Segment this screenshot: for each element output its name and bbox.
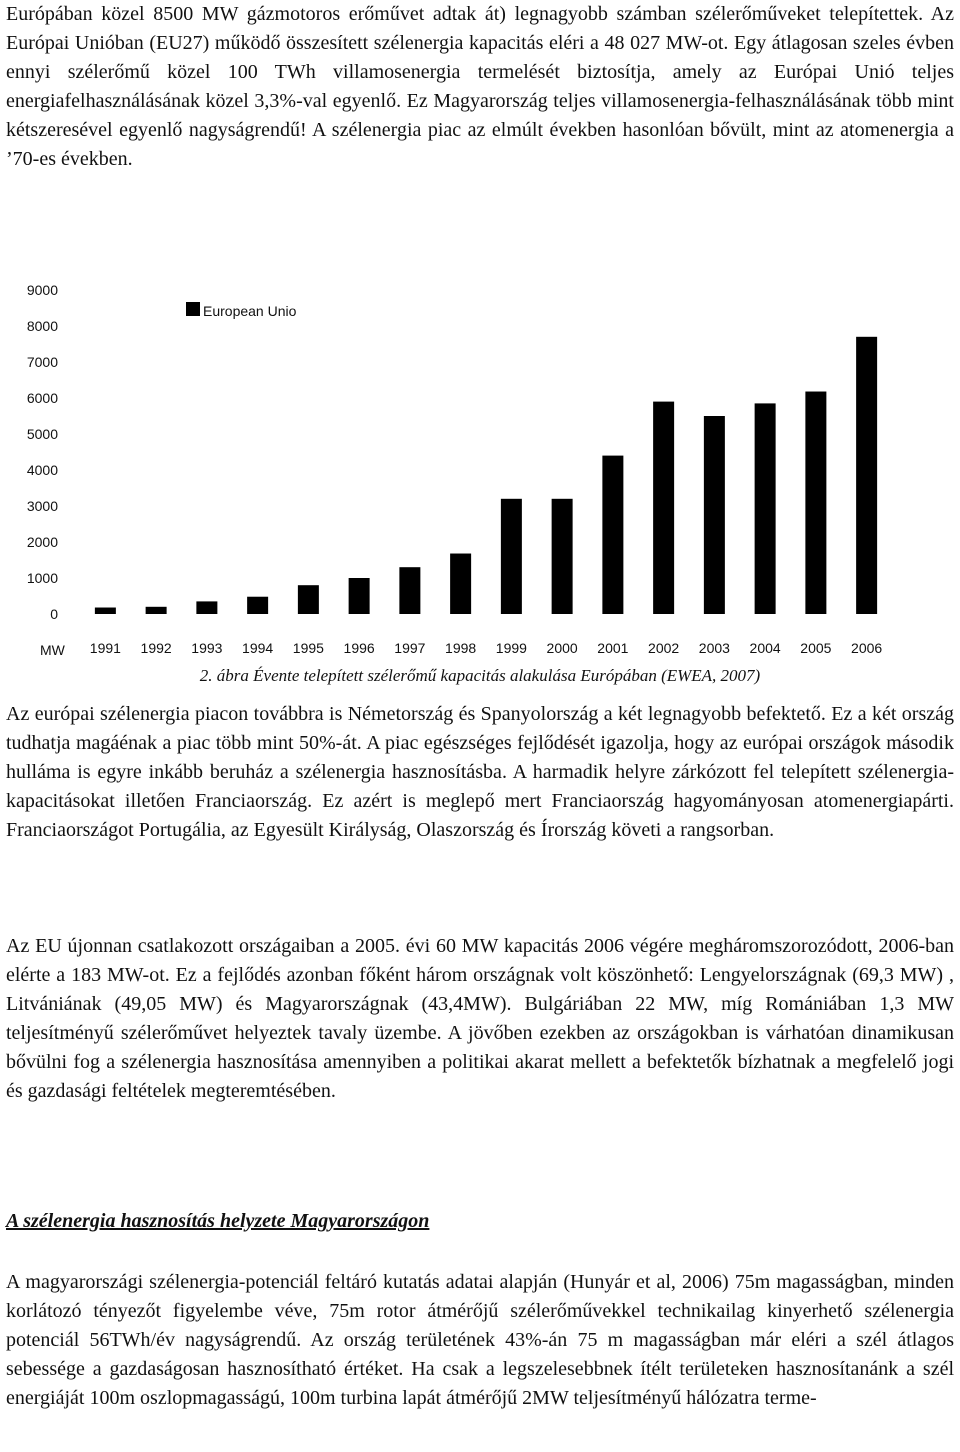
y-tick-label: 2000 — [26, 534, 58, 550]
bar-1997 — [399, 567, 420, 614]
legend-swatch — [186, 302, 200, 316]
bar-2000 — [552, 499, 573, 614]
x-tick-label: 2006 — [851, 640, 883, 656]
bar-2001 — [602, 456, 623, 614]
y-tick-label: 8000 — [26, 318, 58, 334]
x-axis-tick-labels — [90, 640, 883, 656]
x-tick-label: 2005 — [800, 640, 832, 656]
bar-1992 — [146, 607, 167, 614]
section-heading: A szélenergia hasznosítás helyzete Magyarországon — [6, 1210, 430, 1232]
x-tick-label: 2003 — [698, 640, 730, 656]
y-tick-label: 5000 — [26, 426, 58, 442]
y-axis-tick-labels — [27, 282, 58, 622]
bar-1993 — [196, 601, 217, 614]
bar-2002 — [653, 402, 674, 614]
bar-1991 — [95, 608, 116, 614]
bar-1994 — [247, 597, 268, 614]
bar-2004 — [755, 403, 776, 614]
bar-1999 — [501, 499, 522, 614]
x-tick-label: 1996 — [343, 640, 375, 656]
y-tick-label: 9000 — [26, 282, 58, 298]
figure-caption: 2. ábra Évente telepített szélerőmű kapacitás alakulása Európában (EWEA, 2007) — [199, 666, 761, 685]
legend-label: European Unio — [203, 303, 297, 319]
x-tick-label: 2004 — [749, 640, 781, 656]
hungary-potential-paragraph: A magyarországi szélenergia-potenciál feltáró kutatás adatai alapján (Hunyár et al, 2006) 75m magasságban, minden korlátozó tényezőt figyelembe véve, 75m rotor átmérőjű szélerőművekkel technikailag kinyerhető szélenergia potenciál 56TWh/év nagyságrendű. Az ország területének 43%-án 75 m magasságban már eléri a szél átlagos sebessége a gazdaságosan hasznosítható értéket. Ha csak a legszelesebbnek ítélt területeken hasznosítanánk a szél energiáját 100m oszlopmagasságú, 100m turbina lapát átmérőjű 2MW teljesítményű hálózatra terme- — [6, 1271, 954, 1409]
x-tick-label: 1995 — [292, 640, 324, 656]
new-members-paragraph: Az EU újonnan csatlakozott országaiban a 2005. évi 60 MW kapacitás 2006 végére megháromszorozódott, 2006-ban elérte a 183 MW-ot. Ez a fejlődés azonban főként három országnak volt köszönhető: Lengyelországnak (69,3 MW) , Litvániának (49,05 MW) és Magyarországnak (43,4MW). Bulgáriában 22 MW, míg Romániában 1,3 MW teljesítményű szélerőművet helyeztek tavaly üzembe. A jövőben ezekben az országokban is várhatóan dinamikusan bővülni fog a szélenergia hasznosítása amennyiben a politikai akarat mellett a befektetők bízhatnak a megfelelő jogi és gazdasági feltételek megteremtésében. — [6, 935, 954, 1102]
x-tick-label: 1999 — [495, 640, 527, 656]
unit-label: MW — [40, 642, 65, 658]
bar-1998 — [450, 554, 471, 614]
bar-2006 — [856, 337, 877, 614]
y-tick-label: 3000 — [26, 498, 58, 514]
x-tick-label: 2001 — [597, 640, 629, 656]
x-tick-label: 2000 — [546, 640, 578, 656]
bars-group — [95, 337, 877, 614]
bar-1995 — [298, 585, 319, 614]
x-tick-label: 1998 — [445, 640, 477, 656]
y-tick-label: 0 — [50, 606, 58, 622]
x-tick-label: 1994 — [242, 640, 274, 656]
y-tick-label: 1000 — [26, 570, 58, 586]
x-tick-label: 1997 — [394, 640, 426, 656]
bar-2003 — [704, 416, 725, 614]
x-tick-label: 1992 — [140, 640, 172, 656]
y-tick-label: 6000 — [26, 390, 58, 406]
bar-2005 — [805, 392, 826, 614]
x-tick-label: 2002 — [648, 640, 680, 656]
y-tick-label: 4000 — [26, 462, 58, 478]
x-tick-label: 1991 — [89, 640, 121, 656]
x-tick-label: 1993 — [191, 640, 223, 656]
market-paragraph: Az európai szélenergia piacon továbbra is Németország és Spanyolország a két legnagyobb befektető. Ez a két ország tudhatja magáénak a piac több mint 50%-át. A piac egészséges fejlődését igazolja, hogy az európai országok második hulláma is egyre inkább beruház a szélenergia hasznosításba. A harmadik helyre zárkózott fel telepített szélenergia-kapacitásokat illetően Franciaország. Ez azért is meglepő mert Franciaország hagyományosan atomenergiapárti. Franciaországot Portugália, az Egyesült Királyság, Olaszország és Írország követi a rangsorban. — [6, 703, 954, 841]
intro-paragraph: Európában közel 8500 MW gázmotoros erőművet adtak át) legnagyobb számban szélerőműveket telepítettek. Az Európai Unióban (EU27) működő összesített szélenergia kapacitás eléri a 48 027 MW-ot. Egy átlagosan szeles évben ennyi szélerőmű közel 100 TWh villamosenergia termelését biztosítja, amely az Európai Unió teljes energiafelhasználásának közel 3,3%-val egyenlő. Ez Magyarország teljes villamosenergia-felhasználásának több mint kétszeresével egyenlő nagyságrendű! A szélenergia piac az elmúlt években hasonlóan bővült, mint az atomenergia a ’70-es években. — [6, 3, 954, 170]
y-tick-label: 7000 — [26, 354, 58, 370]
annual-wind-capacity-bar-chart — [0, 270, 960, 666]
bar-1996 — [349, 578, 370, 614]
